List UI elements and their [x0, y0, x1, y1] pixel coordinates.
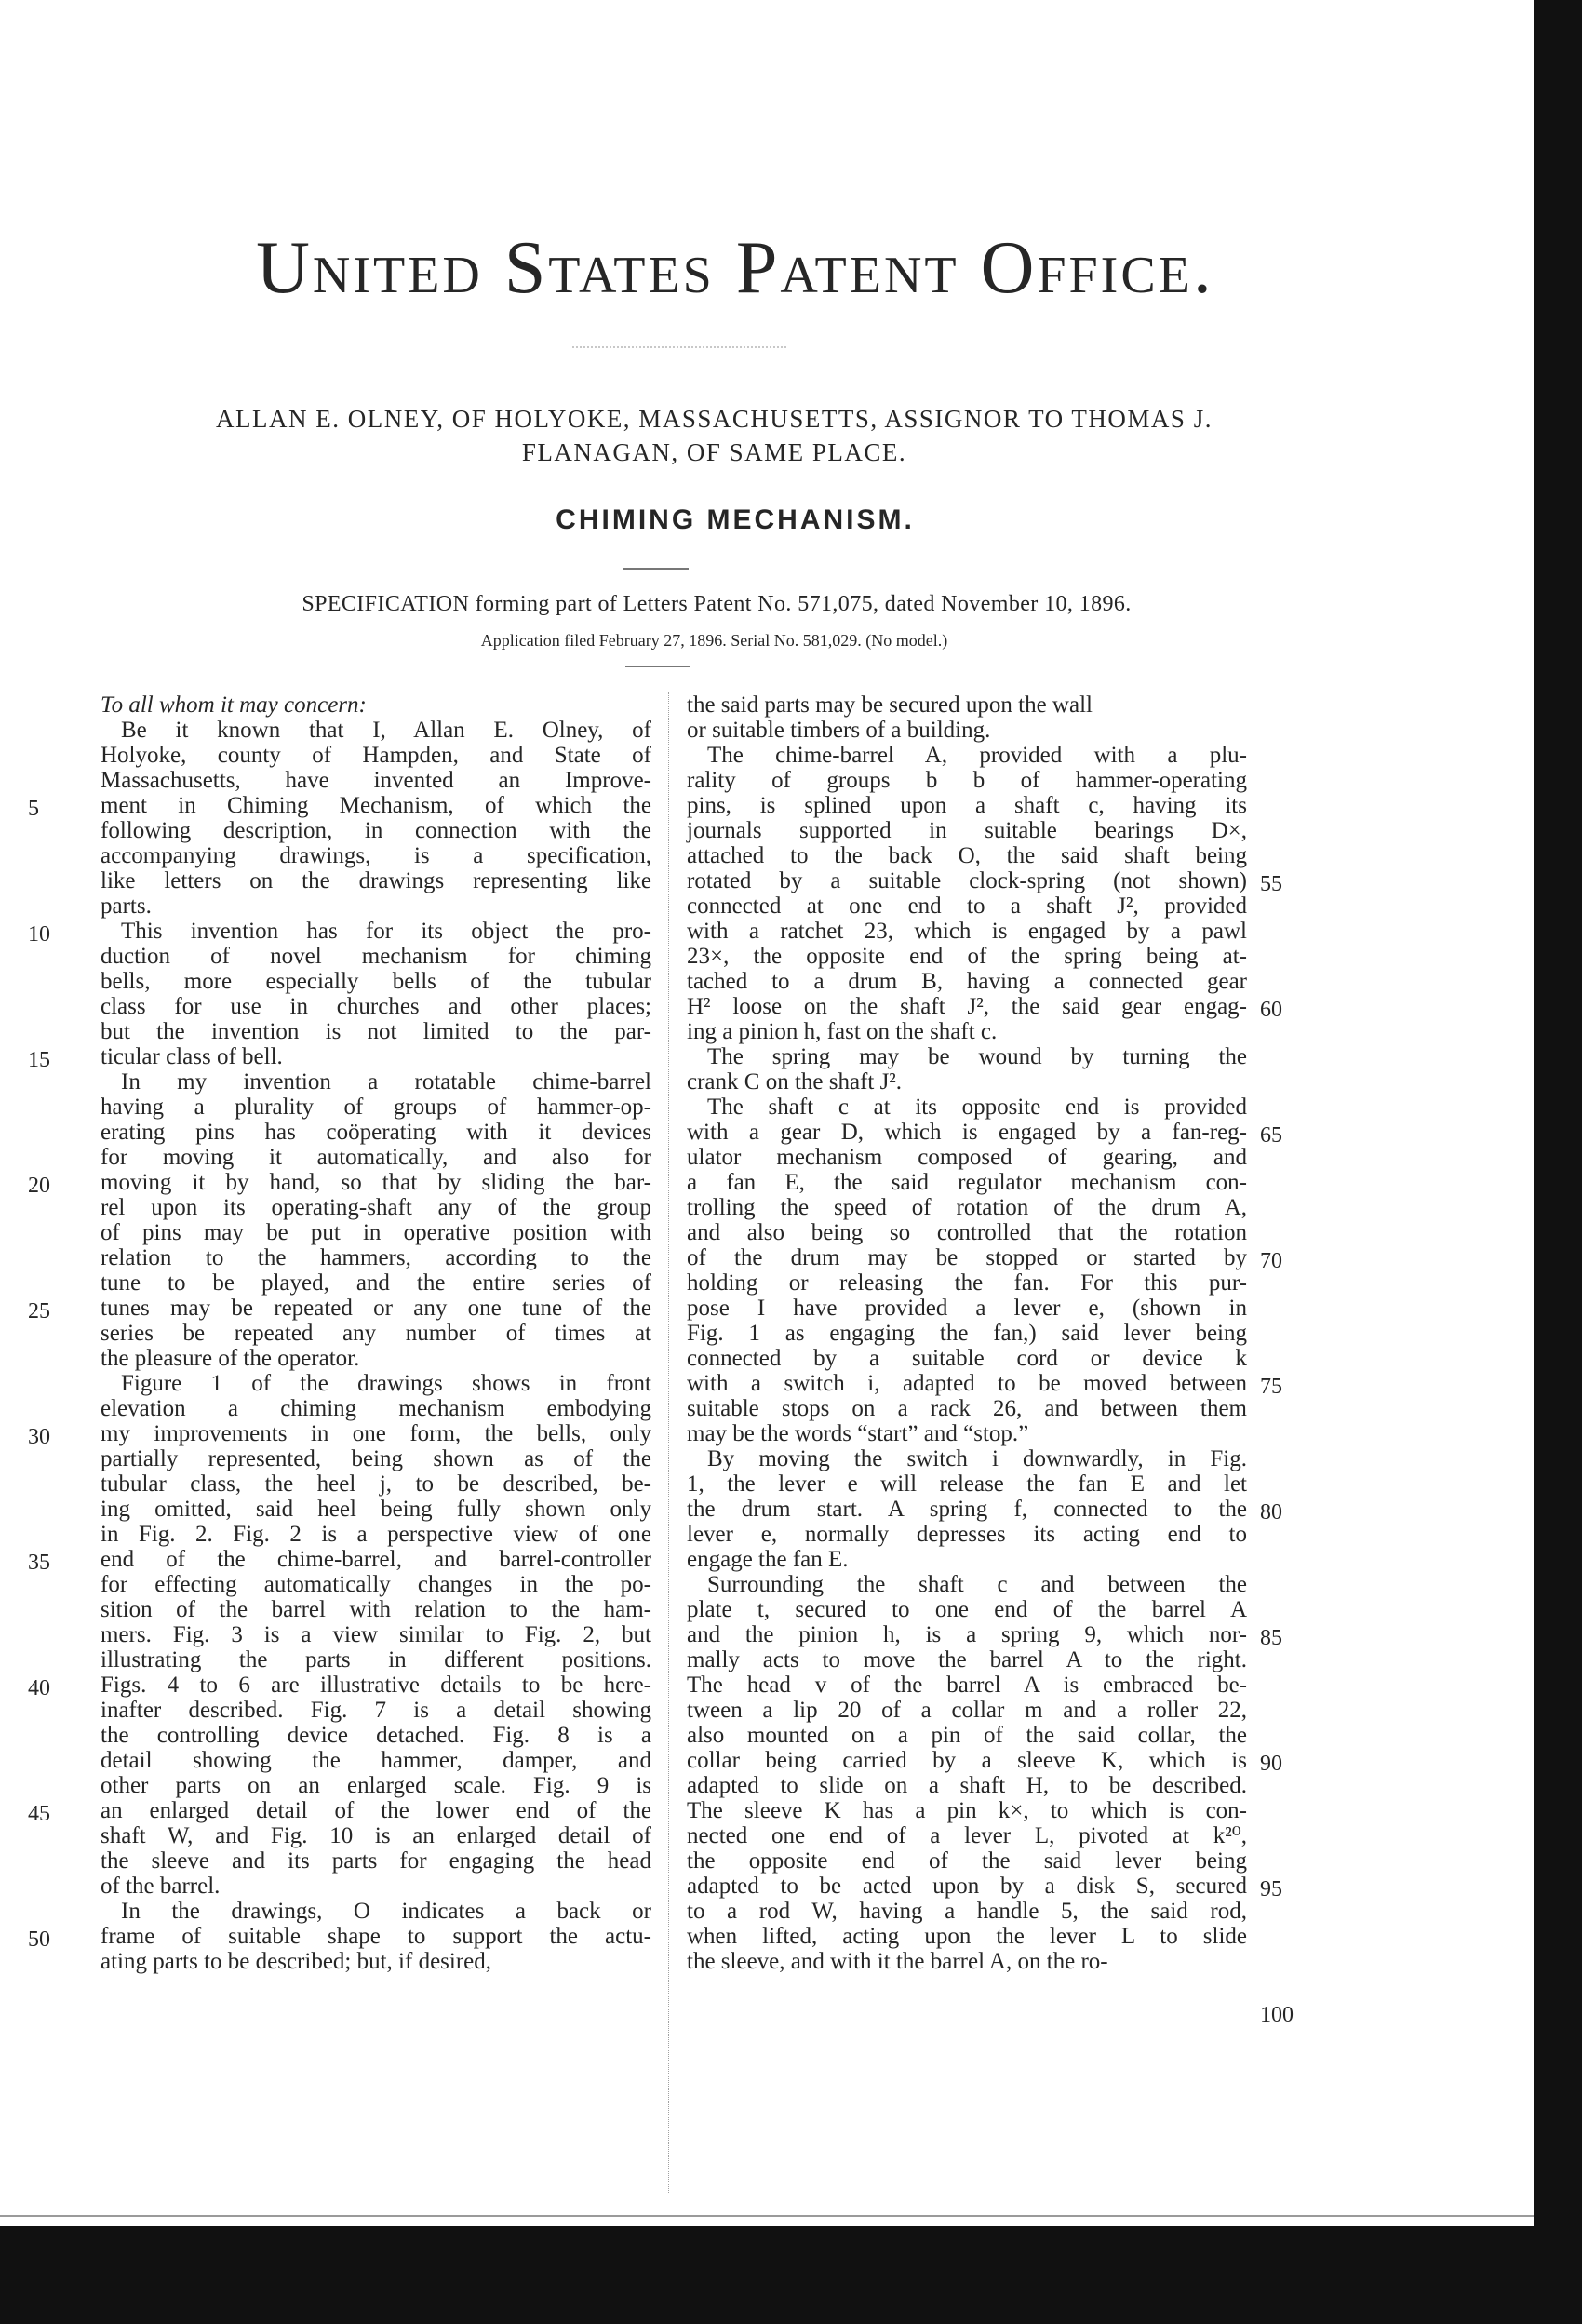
line-number: 80 — [1260, 1500, 1282, 1525]
title-rule — [623, 568, 689, 570]
right-column-line: holding or releasing the fan. For this pur- — [687, 1270, 1247, 1296]
right-column-line: the drum start. A spring f, connected to the — [687, 1497, 1247, 1522]
right-column-line: with a gear D, which is engaged by a fan-reg- — [687, 1120, 1247, 1145]
left-column-line: Holyoke, county of Hampden, and State of — [101, 743, 651, 768]
right-column-line: the sleeve, and with it the barrel A, on the ro- — [687, 1949, 1108, 1974]
line-number: 100 — [1260, 2003, 1294, 2027]
left-column-line: tunes may be repeated or any one tune of the — [101, 1296, 651, 1321]
left-column-line: shaft W, and Fig. 10 is an enlarged detail of — [101, 1823, 651, 1848]
left-column-line: my improvements in one form, the bells, only — [101, 1421, 651, 1446]
left-column-line: partially represented, being shown as of the — [101, 1446, 651, 1471]
line-number: 50 — [28, 1928, 50, 1952]
left-column-line: for effecting automatically changes in the po- — [101, 1572, 651, 1597]
line-number: 30 — [28, 1425, 50, 1449]
right-column-line: By moving the switch i downwardly, in Fig. — [707, 1446, 1247, 1471]
right-column-line: pins, is splined upon a shaft c, having its — [687, 793, 1247, 818]
left-column-line: the controlling device detached. Fig. 8 is a — [101, 1723, 651, 1748]
left-column-line: mers. Fig. 3 is a view similar to Fig. 2, but — [101, 1622, 651, 1647]
left-column-line: Figs. 4 to 6 are illustrative details to be here- — [101, 1672, 651, 1698]
right-column-line: Surrounding the shaft c and between the — [707, 1572, 1247, 1597]
decorative-dotted-rule — [572, 346, 786, 357]
right-column-line: and also being so controlled that the rotation — [687, 1220, 1247, 1245]
header-rule — [625, 666, 690, 667]
left-column-line: having a plurality of groups of hammer-op- — [101, 1095, 651, 1120]
line-number: 60 — [1260, 998, 1282, 1022]
right-column-line: The shaft c at its opposite end is provided — [707, 1095, 1247, 1120]
invention-title: CHIMING MECHANISM. — [556, 504, 915, 535]
right-column-line: rotated by a suitable clock-spring (not shown) — [687, 868, 1247, 893]
line-number: 95 — [1260, 1877, 1282, 1901]
left-column-line: following description, in connection with the — [101, 818, 651, 843]
left-column-line: This invention has for its object the pro- — [121, 919, 651, 944]
right-column-line: a fan E, the said regulator mechanism con- — [687, 1170, 1247, 1195]
line-number: 90 — [1260, 1752, 1282, 1776]
right-column-line: The sleeve K has a pin k×, to which is con- — [687, 1798, 1247, 1823]
application-line: Application filed February 27, 1896. Serial No. 581,029. (No model.) — [480, 631, 948, 650]
left-column-line: an enlarged detail of the lower end of the — [101, 1798, 651, 1823]
left-column-line: detail showing the hammer, damper, and — [101, 1748, 651, 1773]
left-column-line: ment in Chiming Mechanism, of which the — [101, 793, 651, 818]
right-column-line: collar being carried by a sleeve K, which is — [687, 1748, 1247, 1773]
right-column-line: The chime-barrel A, provided with a plu- — [707, 743, 1247, 768]
right-column-line: lever e, normally depresses its acting end to — [687, 1522, 1247, 1547]
left-column-line: inafter described. Fig. 7 is a detail showing — [101, 1698, 651, 1723]
right-column — [687, 692, 1247, 1974]
right-column-line: tached to a drum B, having a connected gear — [687, 969, 1247, 994]
right-column-line: H² loose on the shaft J², the said gear engag- — [687, 994, 1247, 1019]
right-column-line: engage the fan E. — [687, 1547, 849, 1572]
right-column-line: ulator mechanism composed of gearing, and — [687, 1145, 1247, 1170]
line-number: 10 — [28, 922, 50, 947]
right-column-line: tween a lip 20 of a collar m and a roller 22, — [687, 1698, 1247, 1723]
left-column-line: Figure 1 of the drawings shows in front — [121, 1371, 651, 1396]
right-column-line: ing a pinion h, fast on the shaft c. — [687, 1019, 998, 1044]
right-column-line: nected one end of a lever L, pivoted at k²⁰, — [687, 1823, 1247, 1848]
left-column-line: like letters on the drawings representing like — [101, 868, 651, 893]
line-number: 65 — [1260, 1123, 1282, 1148]
right-column-line: 1, the lever e will release the fan E and let — [687, 1471, 1247, 1497]
left-column-line: tubular class, the heel j, to be described, be- — [101, 1471, 651, 1497]
left-column-line: class for use in churches and other places; — [101, 994, 651, 1019]
left-column-line: moving it by hand, so that by sliding the bar- — [101, 1170, 651, 1195]
right-column-line: with a switch i, adapted to be moved between — [687, 1371, 1247, 1396]
scan-border-bottom — [0, 2226, 1582, 2324]
left-column-line: In my invention a rotatable chime-barrel — [121, 1069, 651, 1095]
left-column-line: ticular class of bell. — [101, 1044, 283, 1069]
left-column-line: in Fig. 2. Fig. 2 is a perspective view of one — [101, 1522, 651, 1547]
office-title: United States Patent Office. — [256, 227, 1214, 309]
line-number: 55 — [1260, 872, 1282, 896]
right-column-line: adapted to be acted upon by a disk S, secured — [687, 1874, 1247, 1899]
line-number: 40 — [28, 1676, 50, 1700]
left-column-line: the sleeve and its parts for engaging the head — [101, 1848, 651, 1874]
left-column-line: erating pins has coöperating with it devices — [101, 1120, 651, 1145]
left-column-line: series be repeated any number of times at — [101, 1321, 651, 1346]
left-column-line: frame of suitable shape to support the actu- — [101, 1924, 651, 1949]
left-column-line: accompanying drawings, is a specification, — [101, 843, 651, 868]
right-column-line: connected at one end to a shaft J², provided — [687, 893, 1247, 919]
left-column-line: tune to be played, and the entire series of — [101, 1270, 651, 1296]
left-column — [101, 692, 651, 1974]
left-column-line: the pleasure of the operator. — [101, 1346, 360, 1371]
right-column-line: mally acts to move the barrel A to the right. — [687, 1647, 1247, 1672]
right-column-line: or suitable timbers of a building. — [687, 718, 991, 743]
left-column-line: for moving it automatically, and also for — [101, 1145, 651, 1170]
right-column-line: journals supported in suitable bearings D×, — [687, 818, 1247, 843]
line-number: 70 — [1260, 1249, 1282, 1273]
left-column-line: elevation a chiming mechanism embodying — [101, 1396, 651, 1421]
left-column-line: To all whom it may concern: — [101, 692, 367, 718]
right-column-line: suitable stops on a rack 26, and between them — [687, 1396, 1247, 1421]
right-column-line: also mounted on a pin of the said collar, the — [687, 1723, 1247, 1748]
left-column-line: bells, more especially bells of the tubular — [101, 969, 651, 994]
right-column-line: crank C on the shaft J². — [687, 1069, 903, 1095]
right-column-line: The head v of the barrel A is embraced be- — [687, 1672, 1247, 1698]
line-number: 75 — [1260, 1375, 1282, 1399]
left-column-line: relation to the hammers, according to the — [101, 1245, 651, 1270]
right-column-line: of the drum may be stopped or started by — [687, 1245, 1247, 1270]
right-column-line: the said parts may be secured upon the wall — [687, 692, 1093, 718]
left-column-line: of the barrel. — [101, 1874, 221, 1899]
column-divider — [668, 692, 669, 2193]
left-column-line: In the drawings, O indicates a back or — [121, 1899, 651, 1924]
inventor-line-1: ALLAN E. OLNEY, OF HOLYOKE, MASSACHUSETTS, ASSIGNOR TO THOMAS J. — [216, 405, 1213, 433]
line-number: 35 — [28, 1551, 50, 1575]
left-column-line: ing omitted, said heel being fully shown only — [101, 1497, 651, 1522]
right-column-line: with a ratchet 23, which is engaged by a pawl — [687, 919, 1247, 944]
right-column-line: when lifted, acting upon the lever L to slide — [687, 1924, 1247, 1949]
scan-edge-line — [0, 2215, 1534, 2217]
line-number: 25 — [28, 1299, 50, 1323]
left-column-line: Massachusetts, have invented an Improve- — [101, 768, 651, 793]
right-column-line: adapted to slide on a shaft H, to be described. — [687, 1773, 1247, 1798]
left-column-line: Be it known that I, Allan E. Olney, of — [121, 718, 651, 743]
right-column-line: to a rod W, having a handle 5, the said rod, — [687, 1899, 1247, 1924]
right-column-line: plate t, secured to one end of the barrel A — [687, 1597, 1247, 1622]
left-column-line: duction of novel mechanism for chiming — [101, 944, 651, 969]
scan-border-right — [1534, 0, 1582, 2324]
right-column-line: may be the words “start” and “stop.” — [687, 1421, 1029, 1446]
left-column-line: other parts on an enlarged scale. Fig. 9 is — [101, 1773, 651, 1798]
line-number: 45 — [28, 1802, 50, 1826]
line-number: 5 — [28, 797, 39, 821]
left-column-line: but the invention is not limited to the par- — [101, 1019, 651, 1044]
right-column-line: the opposite end of the said lever being — [687, 1848, 1247, 1874]
right-column-line: 23×, the opposite end of the spring being at- — [687, 944, 1247, 969]
left-column-line: illustrating the parts in different positions. — [101, 1647, 651, 1672]
inventor-block — [84, 402, 1345, 469]
left-column-line: end of the chime-barrel, and barrel-controller — [101, 1547, 651, 1572]
right-column-line: The spring may be wound by turning the — [707, 1044, 1247, 1069]
right-column-line: trolling the speed of rotation of the drum A, — [687, 1195, 1247, 1220]
left-column-line: sition of the barrel with relation to the ham- — [101, 1597, 651, 1622]
left-column-line: ating parts to be described; but, if desired, — [101, 1949, 492, 1974]
left-column-line: rel upon its operating-shaft any of the group — [101, 1195, 651, 1220]
right-column-line: Fig. 1 as engaging the fan,) said lever being — [687, 1321, 1247, 1346]
line-number: 15 — [28, 1048, 50, 1072]
left-column-line: of pins may be put in operative position with — [101, 1220, 651, 1245]
right-column-line: attached to the back O, the said shaft being — [687, 843, 1247, 868]
line-number: 85 — [1260, 1626, 1282, 1650]
right-column-line: connected by a suitable cord or device k — [687, 1346, 1247, 1371]
right-column-line: rality of groups b b of hammer-operating — [687, 768, 1247, 793]
inventor-line-2: FLANAGAN, OF SAME PLACE. — [521, 438, 907, 466]
right-column-line: pose I have provided a lever e, (shown in — [687, 1296, 1247, 1321]
specification-line: SPECIFICATION forming part of Letters Patent No. 571,075, dated November 10, 1896. — [302, 592, 1132, 616]
right-column-line: and the pinion h, is a spring 9, which nor- — [687, 1622, 1247, 1647]
left-column-line: parts. — [101, 893, 152, 919]
line-number: 20 — [28, 1174, 50, 1198]
